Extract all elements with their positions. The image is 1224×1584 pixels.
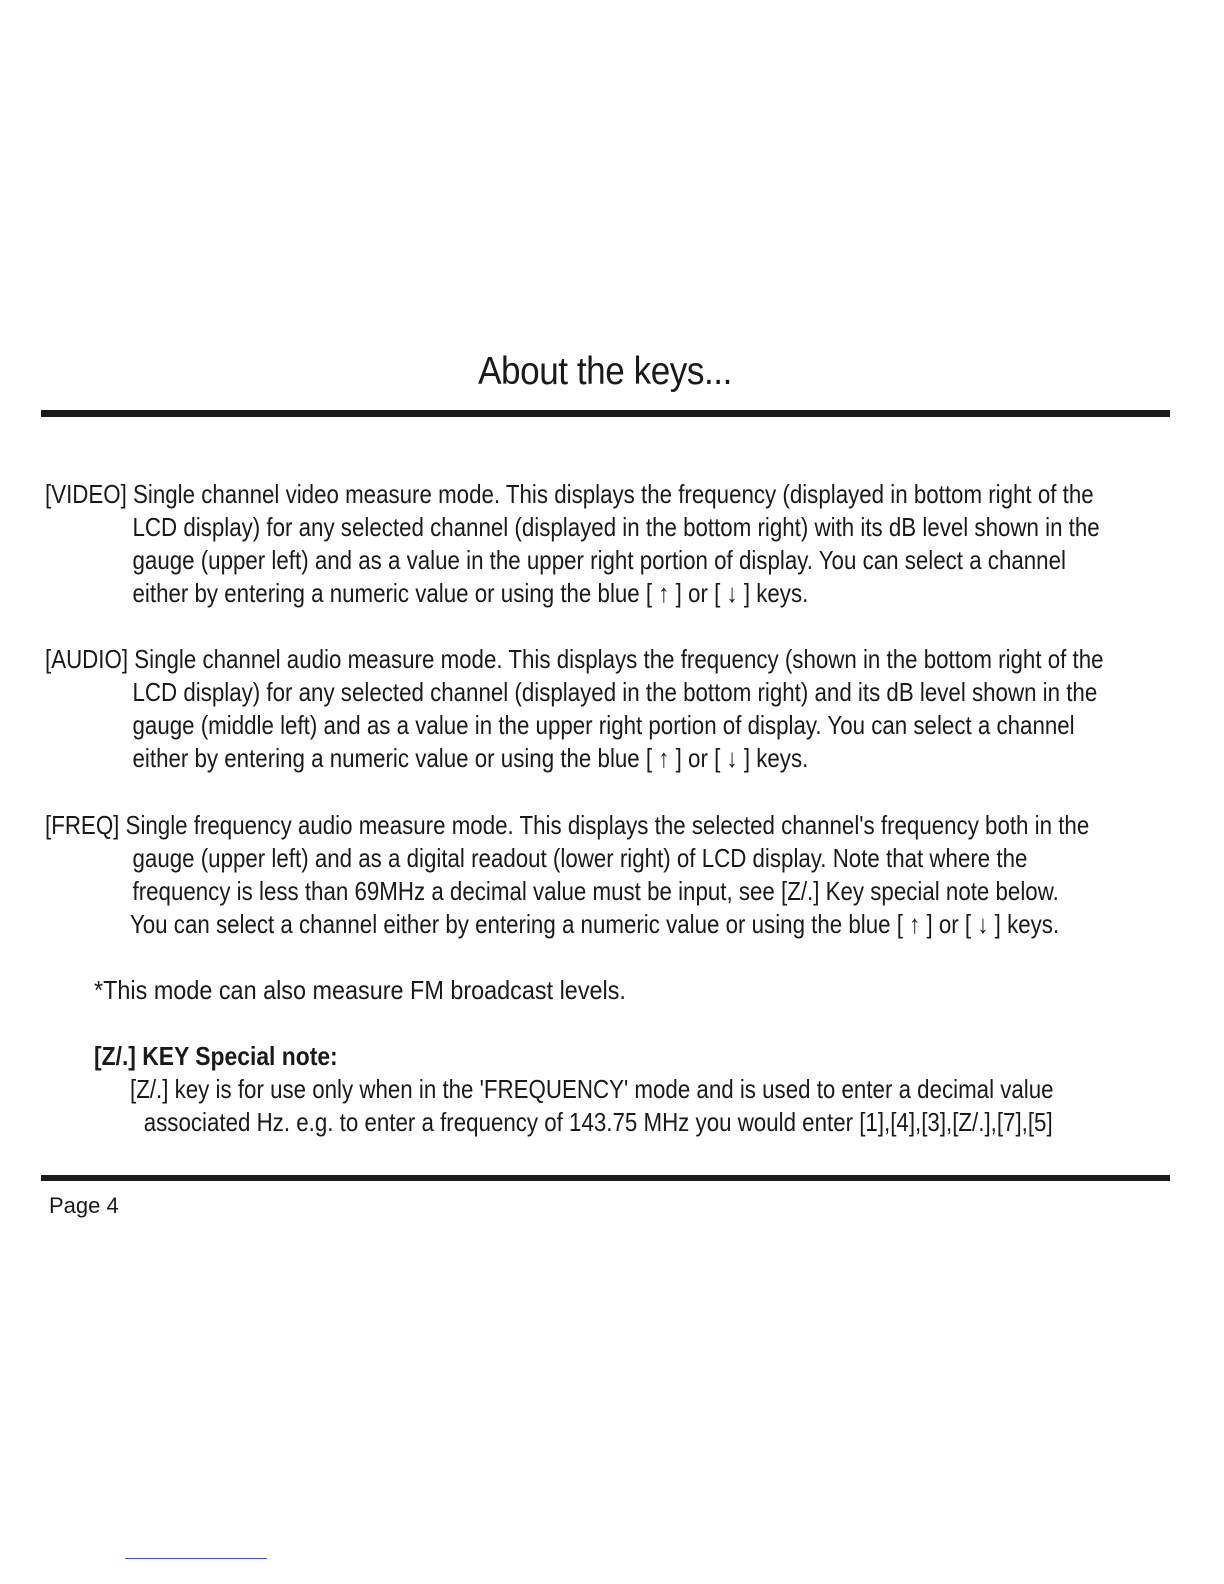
special-note-line-1: [Z/.] key is for use only when in the 'FREQUENCY' mode and is used to enter a decimal value xyxy=(130,1074,1054,1104)
audio-line-1: [AUDIO] Single channel audio measure mode. This displays the frequency (shown in the bottom right of the xyxy=(45,644,1104,674)
fm-broadcast-note: *This mode can also measure FM broadcast levels. xyxy=(94,975,626,1005)
scan-artifact-line xyxy=(125,1558,267,1559)
special-note-heading: [Z/.] KEY Special note: xyxy=(94,1041,338,1071)
freq-line-3: frequency is less than 69MHz a decimal value must be input, see [Z/.] Key special note below. xyxy=(132,876,1059,906)
special-note-body xyxy=(130,1073,1206,1139)
freq-line-2: gauge (upper left) and as a digital readout (lower right) of LCD display. Note that where the xyxy=(132,843,1028,873)
freq-line-4: You can select a channel either by entering a numeric value or using the blue [ ↑ ] or [ ↓ ] keys. xyxy=(129,909,1060,939)
audio-line-3: gauge (middle left) and as a value in the upper right portion of display. You can select a channel xyxy=(132,710,1075,740)
video-line-2: LCD display) for any selected channel (displayed in the bottom right) with its dB level shown in the xyxy=(132,512,1100,542)
special-note-line-2: associated Hz. e.g. to enter a frequency of 143.75 MHz you would enter [1],[4],[3],[Z/.],[7],[5] xyxy=(143,1107,1053,1137)
freq-line-1: [FREQ] Single frequency audio measure mode. This displays the selected channel's frequency both in the xyxy=(45,810,1090,840)
page-number: Page 4 xyxy=(49,1193,119,1218)
video-key-description xyxy=(45,478,1224,610)
audio-line-2: LCD display) for any selected channel (displayed in the bottom right) and its dB level shown in the xyxy=(132,677,1098,707)
audio-line-4: either by entering a numeric value or using the blue [ ↑ ] or [ ↓ ] keys. xyxy=(132,743,809,773)
audio-key-description xyxy=(45,643,1224,775)
freq-key-description xyxy=(45,809,1224,941)
page-title: About the keys... xyxy=(478,350,732,393)
video-line-1: [VIDEO] Single channel video measure mode. This displays the frequency (displayed in bottom right of the xyxy=(45,479,1094,509)
bottom-divider xyxy=(41,1175,1170,1181)
video-line-4: either by entering a numeric value or using the blue [ ↑ ] or [ ↓ ] keys. xyxy=(132,578,809,608)
top-divider xyxy=(41,410,1170,417)
video-line-3: gauge (upper left) and as a value in the upper right portion of display. You can select a channel xyxy=(132,545,1066,575)
